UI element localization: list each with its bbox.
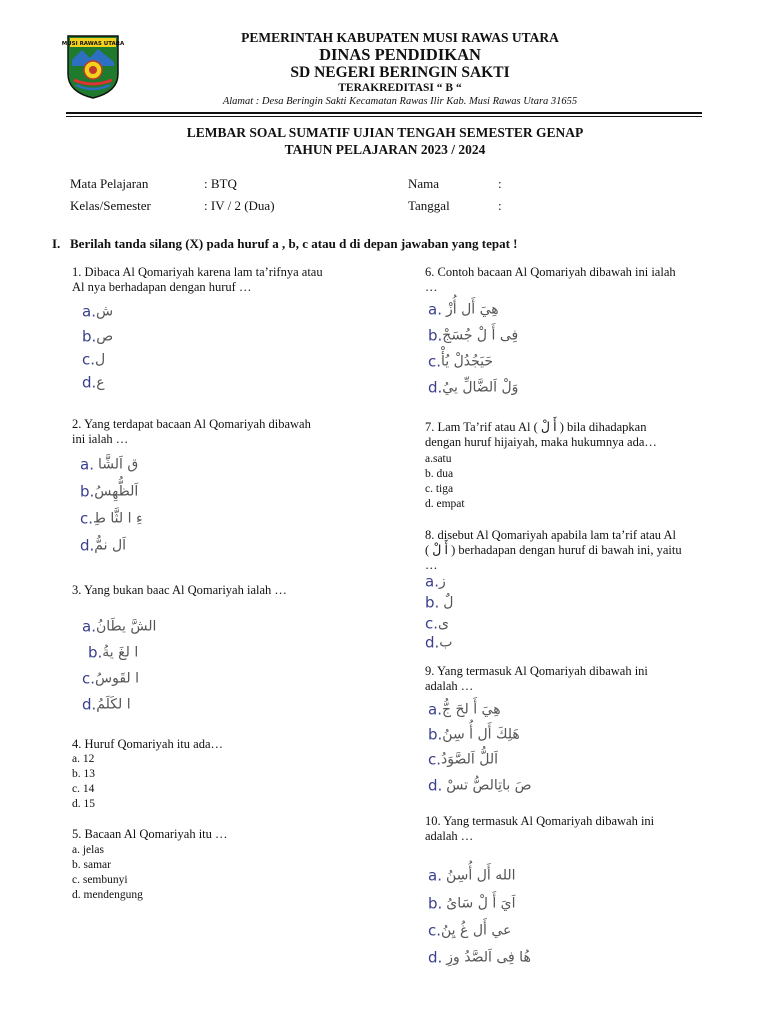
instruction-text: Berilah tanda silang (X) pada huruf a , b, c atau d di depan jawaban yang tepat !	[70, 236, 518, 251]
option-letter: a.	[428, 866, 442, 885]
arabic-text: ا لقَوسُ	[95, 670, 140, 687]
option-letter: c.	[428, 352, 442, 371]
arabic-text: صَ باتِالصُّ تسْ	[446, 777, 532, 794]
answer-option	[80, 536, 126, 554]
answer-option	[425, 593, 453, 611]
date-value: :	[498, 198, 502, 213]
option-letter: c.	[82, 350, 96, 369]
option-letter: d.	[82, 695, 97, 714]
option-letter: b.	[428, 894, 443, 913]
answer-option	[425, 614, 449, 632]
arabic-text: هِيَ أَ لحَ جُّ	[441, 701, 501, 718]
arabic-text: هَلِكَ أَل أُ سِنُ	[442, 726, 520, 743]
arabic-text: الشَّ يطَانُ	[95, 618, 157, 635]
answer-option	[82, 669, 139, 687]
question-text: 7. Lam Ta’rif atau Al ( أَ لْ ) bila dihadapkan	[425, 420, 647, 434]
answer-option: a.satu	[425, 453, 452, 465]
question-3	[72, 583, 287, 598]
option-letter: b.	[82, 327, 97, 346]
question-text: 6. Contoh bacaan Al Qomariyah dibawah ini ialah	[425, 265, 676, 279]
answer-option: b. samar	[72, 859, 111, 871]
answer-option: a. 12	[72, 753, 95, 765]
arabic-text: ى	[438, 615, 449, 632]
answer-option	[80, 509, 143, 527]
arabic-text: حَيَجُدُلْ يُأْ	[441, 353, 494, 370]
question-text: ini ialah …	[72, 432, 129, 446]
option-letter: a.	[82, 302, 96, 321]
option-letter: d.	[428, 378, 443, 397]
arabic-text: ل	[95, 351, 106, 368]
option-letter: b.	[425, 593, 440, 612]
answer-option	[428, 750, 498, 768]
question-text: 1. Dibaca Al Qomariyah karena lam ta’rifnya atau	[72, 265, 323, 279]
arabic-text: ا لغَ يةُ	[102, 644, 139, 661]
answer-option	[428, 725, 520, 743]
question-text: …	[425, 558, 438, 572]
svg-text:MUSI RAWAS UTARA: MUSI RAWAS UTARA	[61, 41, 125, 47]
answer-option	[425, 572, 446, 590]
instruction-number: I.	[52, 236, 61, 251]
question-text: 10. Yang termasuk Al Qomariyah dibawah ini	[425, 814, 655, 828]
answer-option: c. 14	[72, 783, 95, 795]
arabic-text: ش	[95, 303, 114, 320]
header-school: SD NEGERI BERINGIN SAKTI	[290, 64, 510, 81]
arabic-text: ز	[438, 573, 446, 590]
answer-option: c. sembunyi	[72, 874, 128, 886]
header-divider-thin	[66, 116, 702, 117]
arabic-text: اَللُّ اَلصَّوَدُ	[441, 751, 498, 768]
arabic-text: ءِ ا لثَّا طِ	[93, 510, 143, 527]
arabic-text: هُا فِى اَلصَّدُ وزِ	[446, 949, 531, 966]
option-letter: a.	[425, 572, 439, 591]
answer-option: d. mendengung	[72, 889, 143, 901]
question-text: ( أَ لْ ) berhadapan dengan huruf di bawah ini, yaitu	[425, 543, 682, 557]
answer-option	[428, 894, 516, 912]
question-5	[72, 827, 228, 842]
class-value: : IV / 2 (Dua)	[204, 198, 275, 213]
answer-option	[428, 378, 518, 396]
header-accreditation: TERAKREDITASI “ B “	[338, 82, 462, 94]
question-text: 8. disebut Al Qomariyah apabila lam ta’rif atau Al	[425, 528, 676, 542]
question-text: 2. Yang terdapat bacaan Al Qomariyah dibawah	[72, 417, 311, 431]
answer-option	[428, 326, 518, 344]
option-letter: a.	[428, 300, 442, 319]
question-text: Al nya berhadapan dengan huruf …	[72, 280, 252, 294]
question-text: adalah …	[425, 679, 474, 693]
question-text: 3. Yang bukan baac Al Qomariyah ialah …	[72, 583, 287, 597]
answer-option	[428, 700, 501, 718]
answer-option	[425, 633, 452, 651]
option-letter: b.	[88, 643, 103, 662]
option-letter: c.	[428, 750, 442, 769]
option-letter: d.	[428, 948, 443, 967]
answer-option: b. 13	[72, 768, 95, 780]
answer-option	[82, 373, 105, 391]
option-letter: d.	[425, 633, 440, 652]
date-label: Tanggal	[408, 198, 450, 213]
answer-option	[82, 327, 113, 345]
answer-option	[82, 302, 113, 320]
option-letter: a.	[428, 700, 442, 719]
arabic-text: ب	[439, 634, 453, 651]
option-letter: c.	[425, 614, 439, 633]
question-2	[72, 417, 311, 447]
arabic-text: وَلْ اَلضَّالِّ ييُ	[442, 379, 519, 396]
question-10	[425, 814, 654, 844]
answer-option	[428, 866, 516, 884]
question-1	[72, 265, 323, 295]
name-label: Nama	[408, 176, 440, 191]
option-letter: c.	[80, 509, 94, 528]
question-text: dengan huruf hijaiyah, maka hukumnya ada…	[425, 435, 657, 449]
option-letter: b.	[80, 482, 95, 501]
question-4	[72, 737, 223, 752]
arabic-text: ص	[96, 328, 114, 345]
question-7	[425, 420, 657, 450]
sheet-year: TAHUN PELAJARAN 2023 / 2024	[284, 142, 486, 157]
question-text: …	[425, 280, 438, 294]
option-letter: d.	[82, 373, 97, 392]
question-6	[425, 265, 676, 295]
header-government: PEMERINTAH KABUPATEN MUSI RAWAS UTARA	[241, 30, 559, 45]
header-divider-thick	[66, 112, 702, 114]
answer-option	[428, 948, 531, 966]
arabic-text: لٌ	[443, 594, 454, 611]
option-letter: b.	[428, 725, 443, 744]
arabic-text: ع	[96, 374, 105, 391]
arabic-text: ا لكَلَمُ	[96, 696, 131, 713]
question-9	[425, 664, 648, 694]
answer-option	[82, 695, 131, 713]
arabic-text: هِيَ أَل أُزْ	[445, 301, 499, 318]
arabic-text: الله أَل أُسِنُ	[445, 867, 516, 884]
option-letter: a.	[80, 455, 94, 474]
question-text: 5. Bacaan Al Qomariyah itu …	[72, 827, 228, 841]
answer-option	[428, 921, 511, 939]
arabic-text: اَلظُّهِسُ	[94, 483, 139, 500]
answer-option: d. empat	[425, 498, 465, 510]
subject-label: Mata Pelajaran	[70, 176, 149, 191]
option-letter: a.	[82, 617, 96, 636]
question-text: adalah …	[425, 829, 474, 843]
answer-option	[82, 350, 105, 368]
name-value: :	[498, 176, 502, 191]
answer-option	[428, 776, 532, 794]
option-letter: d.	[428, 776, 443, 795]
answer-option	[88, 643, 138, 661]
question-8	[425, 528, 682, 573]
instruction	[52, 236, 518, 252]
subject-value: : BTQ	[204, 176, 237, 191]
answer-option	[82, 617, 156, 635]
arabic-text: عي أَل غُ يِنُ	[441, 922, 512, 939]
answer-option	[80, 455, 138, 473]
header-office: DINAS PENDIDIKAN	[319, 45, 481, 64]
answer-option: c. tiga	[425, 483, 454, 495]
class-label: Kelas/Semester	[70, 198, 151, 213]
option-letter: c.	[82, 669, 96, 688]
arabic-text: اَل نمُّ	[94, 537, 127, 554]
question-text: 9. Yang termasuk Al Qomariyah dibawah ini	[425, 664, 648, 678]
kabupaten-logo	[61, 34, 125, 100]
answer-option: d. 15	[72, 798, 95, 810]
option-letter: d.	[80, 536, 95, 555]
answer-option	[80, 482, 138, 500]
question-text: 4. Huruf Qomariyah itu ada…	[72, 737, 224, 751]
answer-option	[428, 352, 493, 370]
answer-option: b. dua	[425, 468, 454, 480]
answer-option: a. jelas	[72, 844, 104, 856]
answer-option	[428, 300, 499, 318]
option-letter: c.	[428, 921, 442, 940]
arabic-text: ق اَلشَّا	[97, 456, 139, 473]
arabic-text: فِى أَ لْ جُسَجْ	[442, 327, 519, 344]
sheet-title: LEMBAR SOAL SUMATIF UJIAN TENGAH SEMESTER GENAP	[186, 125, 584, 140]
option-letter: b.	[428, 326, 443, 345]
arabic-text: اَيَ أَ لْ سَاىُ	[446, 895, 516, 912]
header-address: Alamat : Desa Beringin Sakti Kecamatan Rawas Ilir Kab. Musi Rawas Utara 31655	[222, 96, 578, 107]
